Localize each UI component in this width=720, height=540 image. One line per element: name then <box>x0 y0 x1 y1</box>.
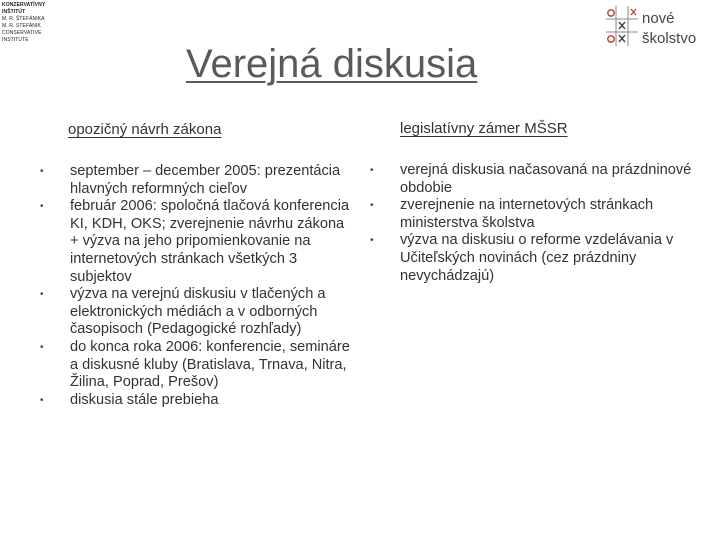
bullet-icon: • <box>370 165 374 176</box>
bullet-icon: • <box>370 200 374 212</box>
list-item <box>40 163 355 198</box>
tic-tac-toe-icon <box>604 4 712 48</box>
logo-line: M. R. STEFANIK <box>2 23 41 29</box>
left-bullet-list <box>40 163 355 409</box>
list-item-text: výzva na diskusiu o reforme vzdelávania v Učiteľských novinách (cez prázdniny nevychádzajú) <box>400 232 674 284</box>
logo-word-nove: nové <box>642 10 675 27</box>
list-item <box>40 338 355 392</box>
list-item <box>40 286 355 339</box>
logo-line: KONZERVATÍVNY <box>2 2 46 8</box>
list-item <box>370 232 700 285</box>
list-item-text: február 2006: spoločná tlačová konferencia KI, KDH, OKS; zverejnenie návrhu zákona + výzva na jeho pripomienkovanie na internetových stránkach všetkých 3 subjektov <box>70 198 350 285</box>
list-item-text: september – december 2005: prezentácia hlavných reformných cieľov <box>70 163 341 197</box>
list-item <box>370 197 700 232</box>
bullet-icon: • <box>40 166 44 177</box>
bullet-icon: • <box>370 235 374 247</box>
logo-line: CONSERVATIVE <box>2 30 42 36</box>
list-item-text: do konca roka 2006: konferencie, semináre a diskusné kluby (Bratislava, Trnava, Nitra, Žilina, Poprad, Prešov) <box>70 338 350 391</box>
bullet-icon: • <box>40 289 44 301</box>
left-column-heading <box>42 121 221 138</box>
list-item-text: zverejnenie na internetových stránkach ministerstva školstva <box>400 197 654 231</box>
logo-line: INSTITUTE <box>2 37 29 43</box>
logo-word-skolstvo: školstvo <box>642 30 697 47</box>
list-item-text: diskusia stále prebieha <box>70 391 219 408</box>
nove-skolstvo-logo <box>604 4 712 48</box>
right-bullet-list <box>370 162 700 285</box>
conservative-institute-logo <box>2 2 64 44</box>
right-heading-text: legislatívny zámer MŠSR <box>400 120 568 137</box>
logo-line: M. R. ŠTEFÁNIKA <box>2 16 45 22</box>
list-item <box>40 391 355 410</box>
left-heading-text: opozičný návrh zákona <box>68 121 222 138</box>
list-item <box>40 198 355 286</box>
right-column-heading <box>372 120 568 137</box>
list-item-text: verejná diskusia načasovaná na prázdninové obdobie <box>400 162 692 196</box>
bullet-icon: • <box>40 341 44 353</box>
bullet-icon: • <box>40 394 44 406</box>
logo-line: INŠTITÚT <box>2 9 26 15</box>
bullet-icon: • <box>40 201 44 213</box>
page-title: Verejná diskusia <box>186 42 478 86</box>
list-item-text: výzva na verejnú diskusiu v tlačených a elektronických médiách a v odborných časopisoch (Pedagogické rozhľady) <box>70 286 326 338</box>
list-item <box>370 162 700 197</box>
